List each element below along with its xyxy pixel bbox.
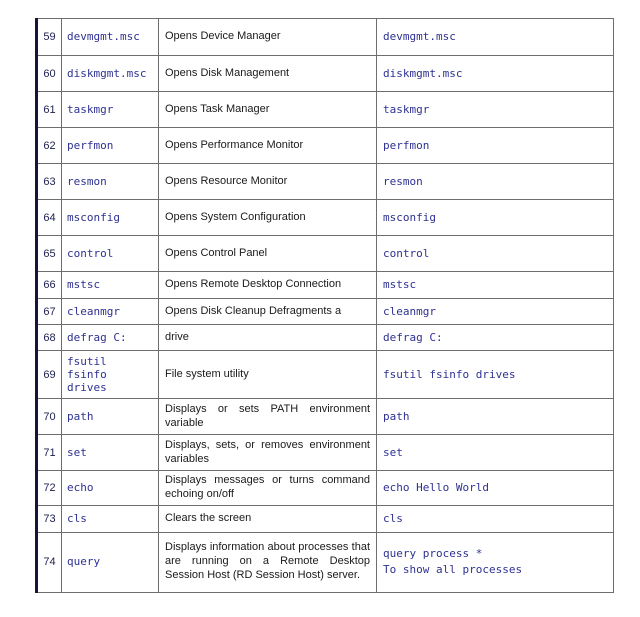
- table-row: [37, 272, 614, 299]
- command-description: Opens Disk Cleanup Defragments a: [159, 299, 377, 325]
- row-number: 64: [37, 200, 62, 236]
- command-description: Opens Disk Management: [159, 56, 377, 92]
- row-number: 73: [37, 505, 62, 532]
- command-name: defrag C:: [62, 325, 159, 351]
- command-name: path: [62, 399, 159, 435]
- row-number: 61: [37, 92, 62, 128]
- command-name: set: [62, 435, 159, 471]
- command-example: diskmgmt.msc: [377, 56, 614, 92]
- command-description: Clears the screen: [159, 505, 377, 532]
- table-row: [37, 56, 614, 92]
- table-row: [37, 19, 614, 56]
- command-name: query: [62, 532, 159, 592]
- row-number: 69: [37, 351, 62, 399]
- commands-table: [35, 18, 614, 593]
- row-number: 67: [37, 299, 62, 325]
- row-number: 74: [37, 532, 62, 592]
- command-description: Opens Control Panel: [159, 236, 377, 272]
- table-row: [37, 164, 614, 200]
- row-number: 65: [37, 236, 62, 272]
- command-example: mstsc: [377, 272, 614, 299]
- command-description: Opens Task Manager: [159, 92, 377, 128]
- command-description: drive: [159, 325, 377, 351]
- command-name: msconfig: [62, 200, 159, 236]
- table-row: [37, 299, 614, 325]
- command-name: cleanmgr: [62, 299, 159, 325]
- table-row: [37, 351, 614, 399]
- command-example: cleanmgr: [377, 299, 614, 325]
- table-row: [37, 236, 614, 272]
- command-example: msconfig: [377, 200, 614, 236]
- command-name: mstsc: [62, 272, 159, 299]
- command-description: File system utility: [159, 351, 377, 399]
- command-example: echo Hello World: [377, 471, 614, 506]
- command-description: Opens System Configuration: [159, 200, 377, 236]
- row-number: 70: [37, 399, 62, 435]
- row-number: 68: [37, 325, 62, 351]
- command-description: Displays or sets PATH environment variable: [159, 399, 377, 435]
- row-number: 59: [37, 19, 62, 56]
- command-example: fsutil fsinfo drives: [377, 351, 614, 399]
- table-row: [37, 399, 614, 435]
- command-name: echo: [62, 471, 159, 506]
- command-description: Opens Device Manager: [159, 19, 377, 56]
- row-number: 72: [37, 471, 62, 506]
- table-row: [37, 92, 614, 128]
- row-number: 66: [37, 272, 62, 299]
- command-example: set: [377, 435, 614, 471]
- table-row: [37, 325, 614, 351]
- table-row: [37, 128, 614, 164]
- command-name: devmgmt.msc: [62, 19, 159, 56]
- command-name: control: [62, 236, 159, 272]
- command-description: Opens Performance Monitor: [159, 128, 377, 164]
- command-example: resmon: [377, 164, 614, 200]
- table-row: [37, 435, 614, 471]
- command-example: defrag C:: [377, 325, 614, 351]
- command-example: path: [377, 399, 614, 435]
- command-example: query process * To show all processes: [377, 532, 614, 592]
- command-name: cls: [62, 505, 159, 532]
- command-description: Displays, sets, or removes environment variables: [159, 435, 377, 471]
- command-example: control: [377, 236, 614, 272]
- command-example: devmgmt.msc: [377, 19, 614, 56]
- command-name: fsutil fsinfo drives: [62, 351, 159, 399]
- command-name: resmon: [62, 164, 159, 200]
- command-name: perfmon: [62, 128, 159, 164]
- command-description: Displays messages or turns command echoing on/off: [159, 471, 377, 506]
- table-row: [37, 532, 614, 592]
- table-row: [37, 505, 614, 532]
- table-row: [37, 471, 614, 506]
- row-number: 71: [37, 435, 62, 471]
- command-description: Opens Resource Monitor: [159, 164, 377, 200]
- command-name: taskmgr: [62, 92, 159, 128]
- row-number: 63: [37, 164, 62, 200]
- table-row: [37, 200, 614, 236]
- row-number: 60: [37, 56, 62, 92]
- command-name: diskmgmt.msc: [62, 56, 159, 92]
- command-description: Opens Remote Desktop Connection: [159, 272, 377, 299]
- command-description: Displays information about processes that are running on a Remote Desktop Session Host (RD Session Host) server.: [159, 532, 377, 592]
- command-example: taskmgr: [377, 92, 614, 128]
- command-example: perfmon: [377, 128, 614, 164]
- commands-table-body: [37, 19, 614, 593]
- row-number: 62: [37, 128, 62, 164]
- command-example: cls: [377, 505, 614, 532]
